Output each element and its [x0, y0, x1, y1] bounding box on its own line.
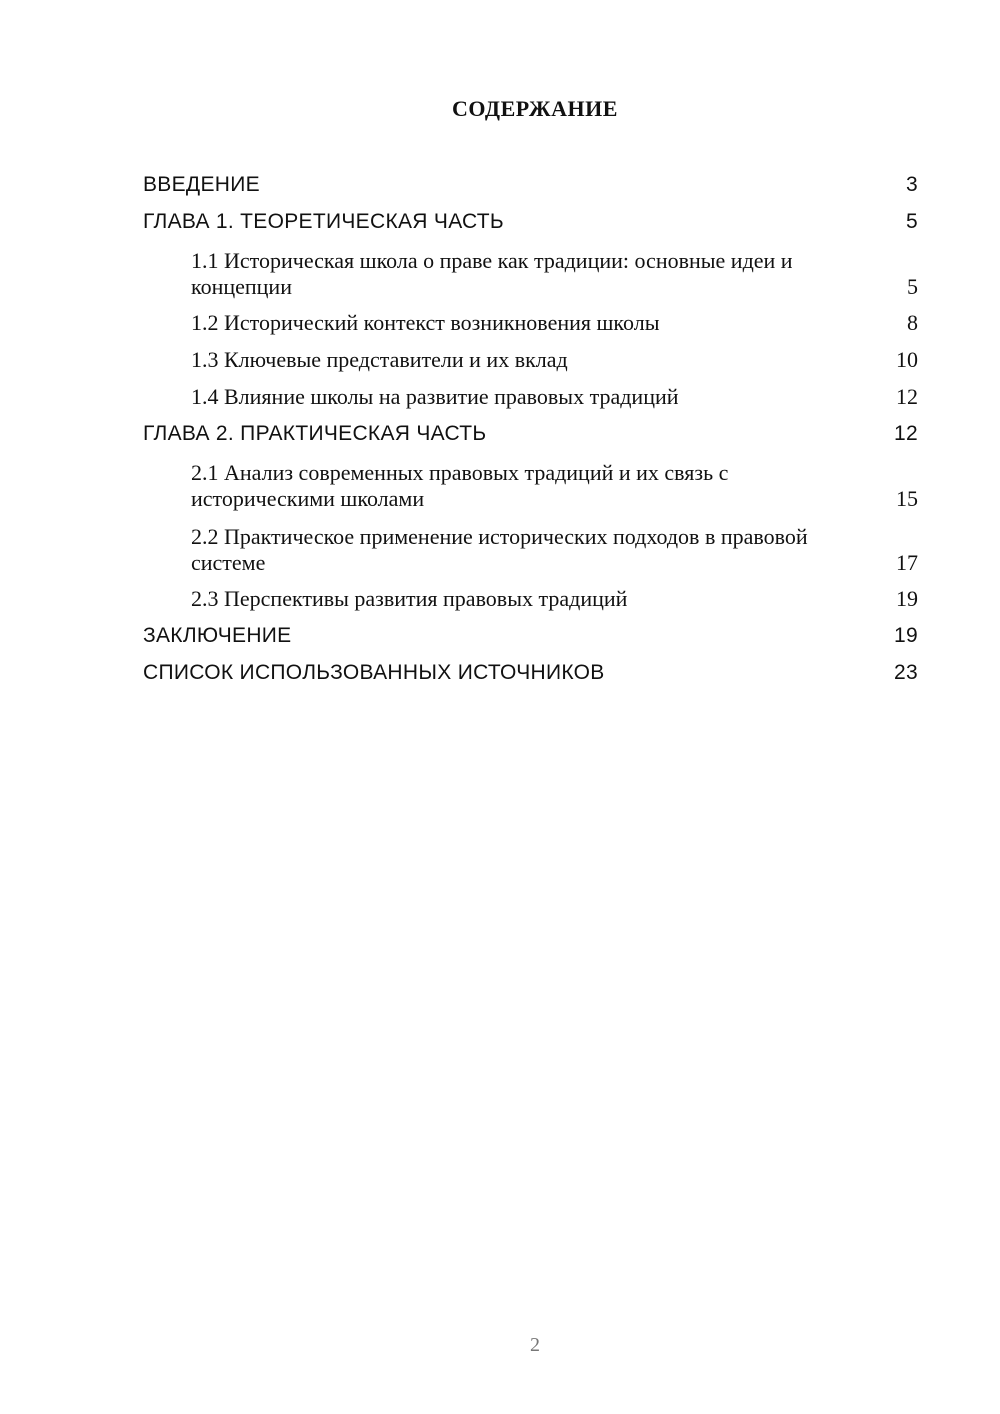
toc-entry-label: СПИСОК ИСПОЛЬЗОВАННЫХ ИСТОЧНИКОВ — [143, 660, 605, 684]
toc-entry-page: 15 — [896, 486, 918, 511]
toc-entry-label: ВВЕДЕНИЕ — [143, 172, 260, 196]
toc-entry-page: 12 — [896, 383, 918, 409]
toc-entry-1-2 — [143, 304, 918, 341]
toc-entry-introduction — [143, 166, 918, 203]
toc-entry-page: 5 — [907, 274, 918, 299]
toc-entry-page: 12 — [894, 421, 918, 445]
toc-entry-chapter-2 — [143, 415, 918, 452]
toc-entry-label: ГЛАВА 1. ТЕОРЕТИЧЕСКАЯ ЧАСТЬ — [143, 209, 505, 233]
toc-entry-page: 5 — [906, 209, 918, 233]
toc-entry-label: 1.3 Ключевые представители и их вклад — [191, 346, 568, 372]
toc-entry-label: 2.1 Анализ современных правовых традиций и их связь с историческими школами — [191, 460, 729, 511]
toc-entry-label: 1.2 Исторический контекст возникновения школы — [191, 309, 660, 335]
toc-entry-page: 10 — [896, 346, 918, 372]
table-of-contents — [143, 166, 918, 691]
toc-title: СОДЕРЖАНИЕ — [452, 96, 618, 121]
toc-entry-1-4 — [143, 378, 918, 415]
toc-entry-page: 3 — [906, 172, 918, 196]
page-number: 2 — [530, 1334, 540, 1356]
toc-entry-page: 19 — [896, 585, 918, 611]
toc-entry-label: ГЛАВА 2. ПРАКТИЧЕСКАЯ ЧАСТЬ — [143, 421, 487, 445]
toc-entry-2-2 — [143, 516, 918, 580]
toc-entry-label: 2.2 Практическое применение исторических подходов в правовой системе — [191, 524, 808, 575]
toc-entry-references — [143, 654, 918, 691]
toc-entry-1-3 — [143, 341, 918, 378]
toc-entry-label: 2.3 Перспективы развития правовых традиций — [191, 585, 628, 611]
toc-entry-label: ЗАКЛЮЧЕНИЕ — [143, 623, 292, 647]
toc-entry-label: 1.1 Историческая школа о праве как традиции: основные идеи и концепции — [191, 248, 793, 299]
toc-entry-1-1 — [143, 240, 918, 304]
toc-entry-page: 8 — [907, 309, 918, 335]
toc-entry-page: 19 — [894, 623, 918, 647]
toc-entry-page: 17 — [896, 550, 918, 575]
toc-entry-label: 1.4 Влияние школы на развитие правовых традиций — [191, 383, 679, 409]
toc-entry-page: 23 — [894, 660, 918, 684]
toc-entry-conclusion — [143, 617, 918, 654]
toc-entry-2-1 — [143, 452, 918, 516]
toc-entry-2-3 — [143, 580, 918, 617]
toc-entry-chapter-1 — [143, 203, 918, 240]
